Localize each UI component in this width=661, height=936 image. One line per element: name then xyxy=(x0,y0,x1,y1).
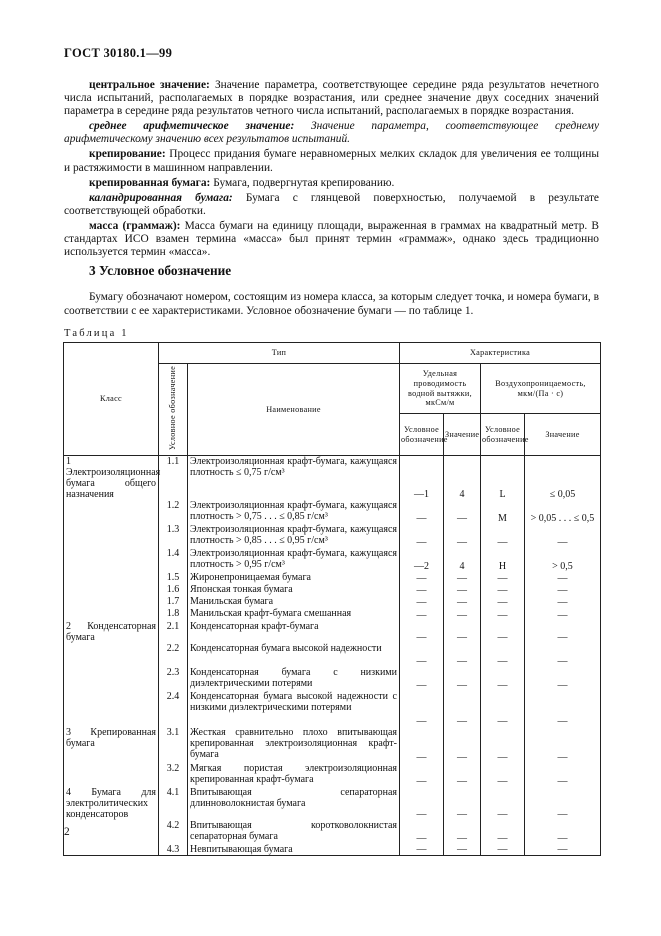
air-symbol-cell: — xyxy=(481,667,525,691)
cond-symbol-cell: — xyxy=(400,727,444,763)
table-row xyxy=(64,608,601,621)
air-symbol-cell: — xyxy=(481,691,525,727)
air-symbol-cell: — xyxy=(481,608,525,621)
cond-symbol-cell: — xyxy=(400,643,444,667)
air-value-cell: — xyxy=(525,524,601,548)
cond-symbol-cell: — xyxy=(400,584,444,596)
name-cell: Впитывающая коротковолокнистая сепараторная бумага xyxy=(188,820,400,844)
air-value-cell: ≤ 0,05 xyxy=(525,456,601,501)
table-body xyxy=(64,456,601,856)
cond-symbol-cell: —1 xyxy=(400,456,444,501)
class-cell xyxy=(64,820,159,844)
header-characteristic: Характеристика xyxy=(400,343,601,364)
section-intro: Бумагу обозначают номером, состоящим из номера класса, за которым следует точка, и номера бумаги, в соответствии с ее характеристиками. Условное обозначение бумаги — по таблице 1. xyxy=(64,291,599,317)
cond-symbol-cell: — xyxy=(400,572,444,584)
air-value-cell: > 0,5 xyxy=(525,548,601,572)
cond-symbol-cell: — xyxy=(400,524,444,548)
air-value-cell: — xyxy=(525,667,601,691)
cond-symbol-cell: — xyxy=(400,500,444,524)
cond-symbol-cell: — xyxy=(400,820,444,844)
class-cell xyxy=(64,524,159,548)
cond-value-cell: — xyxy=(444,608,481,621)
header-air-value: Значение xyxy=(525,414,601,456)
header-air-symbol: Условное обозначение xyxy=(481,414,525,456)
header-conductivity: Удельная проводимость водной вытяжки, мкСм/м xyxy=(400,364,481,414)
table-row xyxy=(64,667,601,691)
symbol-cell: 1.7 xyxy=(159,596,188,608)
class-cell xyxy=(64,500,159,524)
air-symbol-cell: — xyxy=(481,584,525,596)
cond-symbol-cell: —2 xyxy=(400,548,444,572)
definition-creping xyxy=(64,148,599,174)
section-title: 3 Условное обозначение xyxy=(89,263,232,278)
cond-value-cell: — xyxy=(444,500,481,524)
header-symbol-text: Условное обозначение xyxy=(168,366,178,451)
symbol-cell: 1.3 xyxy=(159,524,188,548)
class-cell: 3 Крепированная бумага xyxy=(64,727,159,763)
cond-value-cell: — xyxy=(444,787,481,820)
class-cell: 2 Конденсаторная бумага xyxy=(64,621,159,643)
cond-value-cell: 4 xyxy=(444,548,481,572)
page-number: 2 xyxy=(64,826,70,838)
cond-symbol-cell: — xyxy=(400,787,444,820)
class-cell xyxy=(64,643,159,667)
cond-value-cell: — xyxy=(444,691,481,727)
term: крепированная бумага: xyxy=(89,176,211,189)
class-cell xyxy=(64,763,159,787)
air-value-cell: — xyxy=(525,584,601,596)
cond-symbol-cell: — xyxy=(400,763,444,787)
class-cell xyxy=(64,844,159,856)
header-symbol xyxy=(159,364,188,456)
class-cell xyxy=(64,584,159,596)
air-symbol-cell: — xyxy=(481,763,525,787)
header-cond-symbol: Условное обозначение xyxy=(400,414,444,456)
class-cell xyxy=(64,572,159,584)
air-value-cell: — xyxy=(525,691,601,727)
table-row xyxy=(64,787,601,820)
definition-text: Значение параметра, соответствующее середине ряда результатов нечетного числа испытаний, располагаемых в порядке возрастания, или среднее значение двух соседних значений параметра в середине ряда результатов четного числа испытаний, располагаемых в порядке возрастания. xyxy=(64,79,599,118)
definition-grammage xyxy=(64,220,599,259)
air-symbol-cell: H xyxy=(481,548,525,572)
cond-symbol-cell: — xyxy=(400,844,444,856)
designation-table xyxy=(63,342,601,856)
cond-symbol-cell: — xyxy=(400,667,444,691)
name-cell: Конденсаторная крафт-бумага xyxy=(188,621,400,643)
term: масса (граммаж): xyxy=(89,219,181,232)
definition-median xyxy=(64,79,599,118)
cond-value-cell: — xyxy=(444,763,481,787)
air-symbol-cell: M xyxy=(481,500,525,524)
symbol-cell: 3.2 xyxy=(159,763,188,787)
cond-value-cell: — xyxy=(444,596,481,608)
cond-symbol-cell: — xyxy=(400,596,444,608)
symbol-cell: 2.2 xyxy=(159,643,188,667)
table-row xyxy=(64,643,601,667)
air-symbol-cell: — xyxy=(481,787,525,820)
name-cell: Конденсаторная бумага с низкими диэлектрическими потерями xyxy=(188,667,400,691)
header-class: Класс xyxy=(64,343,159,456)
cond-symbol-cell: — xyxy=(400,608,444,621)
definitions-block xyxy=(64,79,599,261)
symbol-cell: 1.2 xyxy=(159,500,188,524)
class-cell: 1 Электроизоляционная бумага общего назначения xyxy=(64,456,159,501)
cond-symbol-cell: — xyxy=(400,691,444,727)
air-symbol-cell: — xyxy=(481,572,525,584)
symbol-cell: 1.1 xyxy=(159,456,188,501)
air-symbol-cell: — xyxy=(481,596,525,608)
term: каландрированная бумага: xyxy=(89,191,233,204)
symbol-cell: 2.1 xyxy=(159,621,188,643)
class-cell xyxy=(64,548,159,572)
name-cell: Электроизоляционная крафт-бумага, кажущаяся плотность > 0,85 . . . ≤ 0,95 г/см³ xyxy=(188,524,400,548)
air-symbol-cell: — xyxy=(481,524,525,548)
header-type: Тип xyxy=(159,343,400,364)
standard-code: ГОСТ 30180.1—99 xyxy=(64,46,173,60)
name-cell: Электроизоляционная крафт-бумага, кажущаяся плотность > 0,95 г/см³ xyxy=(188,548,400,572)
name-cell: Жиронепроницаемая бумага xyxy=(188,572,400,584)
table-row xyxy=(64,572,601,584)
symbol-cell: 4.2 xyxy=(159,820,188,844)
air-value-cell: — xyxy=(525,596,601,608)
symbol-cell: 2.4 xyxy=(159,691,188,727)
symbol-cell: 4.3 xyxy=(159,844,188,856)
table-row xyxy=(64,596,601,608)
definition-text: Масса бумаги на единицу площади, выраженная в граммах на квадратный метр. В стандартах ИСО взамен термина «масса» был принят термин «граммаж», однако здесь традиционно используется термин «масса». xyxy=(64,219,599,259)
table-row xyxy=(64,456,601,501)
header-air-permeability: Воздухопроницаемость, мкм/(Па · с) xyxy=(481,364,601,414)
air-value-cell: > 0,05 . . . ≤ 0,5 xyxy=(525,500,601,524)
table-row xyxy=(64,584,601,596)
air-value-cell: — xyxy=(525,572,601,584)
table-row xyxy=(64,727,601,763)
air-value-cell: — xyxy=(525,787,601,820)
name-cell: Японская тонкая бумага xyxy=(188,584,400,596)
term: крепирование: xyxy=(89,148,166,161)
air-value-cell: — xyxy=(525,844,601,856)
air-value-cell: — xyxy=(525,608,601,621)
name-cell: Невпитывающая бумага xyxy=(188,844,400,856)
name-cell: Мягкая пористая электроизоляционная крепированная крафт-бумага xyxy=(188,763,400,787)
table-row xyxy=(64,763,601,787)
header-cond-value: Значение xyxy=(444,414,481,456)
definition-mean xyxy=(64,120,599,146)
cond-value-cell: — xyxy=(444,621,481,643)
table-row xyxy=(64,621,601,643)
name-cell: Впитывающая сепараторная длинноволокнистая бумага xyxy=(188,787,400,820)
symbol-cell: 3.1 xyxy=(159,727,188,763)
table-row xyxy=(64,548,601,572)
table-row xyxy=(64,820,601,844)
cond-value-cell: 4 xyxy=(444,456,481,501)
cond-symbol-cell: — xyxy=(400,621,444,643)
name-cell: Манильская крафт-бумага смешанная xyxy=(188,608,400,621)
name-cell: Конденсаторная бумага высокой надежности xyxy=(188,643,400,667)
name-cell: Электроизоляционная крафт-бумага, кажущаяся плотность ≤ 0,75 г/см³ xyxy=(188,456,400,501)
name-cell: Манильская бумага xyxy=(188,596,400,608)
air-symbol-cell: L xyxy=(481,456,525,501)
table-row xyxy=(64,500,601,524)
symbol-cell: 1.6 xyxy=(159,584,188,596)
cond-value-cell: — xyxy=(444,667,481,691)
definition-text: Бумага, подвергнутая крепированию. xyxy=(210,176,395,189)
cond-value-cell: — xyxy=(444,584,481,596)
name-cell: Жесткая сравнительно плохо впитывающая крепированная электроизоляционная крафт-бумага xyxy=(188,727,400,763)
air-value-cell: — xyxy=(525,643,601,667)
symbol-cell: 1.5 xyxy=(159,572,188,584)
air-symbol-cell: — xyxy=(481,643,525,667)
air-symbol-cell: — xyxy=(481,820,525,844)
term: среднее арифметическое значение: xyxy=(89,120,295,133)
definition-calendered-paper xyxy=(64,192,599,218)
definition-text: Бумага с глянцевой поверхностью, получаемой в результате соответствующей обработки. xyxy=(64,191,599,217)
cond-value-cell: — xyxy=(444,572,481,584)
class-cell xyxy=(64,691,159,727)
symbol-cell: 2.3 xyxy=(159,667,188,691)
air-value-cell: — xyxy=(525,820,601,844)
table-caption: Таблица 1 xyxy=(64,328,129,339)
term: центральное значение: xyxy=(89,79,210,91)
table-row xyxy=(64,844,601,856)
class-cell xyxy=(64,596,159,608)
air-symbol-cell: — xyxy=(481,621,525,643)
definition-text: Значение параметра, соответствующее среднему арифметическому значению всех результатов испытаний. xyxy=(64,120,599,146)
table-row xyxy=(64,691,601,727)
air-value-cell: — xyxy=(525,763,601,787)
name-cell: Конденсаторная бумага высокой надежности с низкими диэлектрическими потерями xyxy=(188,691,400,727)
air-symbol-cell: — xyxy=(481,727,525,763)
definition-text: Процесс придания бумаге неравномерных мелких складок для увеличения ее толщины и растяжимости в машинном направлении. xyxy=(64,148,599,174)
air-value-cell: — xyxy=(525,621,601,643)
class-cell xyxy=(64,667,159,691)
name-cell: Электроизоляционная крафт-бумага, кажущаяся плотность > 0,75 . . . ≤ 0,85 г/см³ xyxy=(188,500,400,524)
cond-value-cell: — xyxy=(444,524,481,548)
cond-value-cell: — xyxy=(444,727,481,763)
header-name: Наименование xyxy=(188,364,400,456)
symbol-cell: 1.4 xyxy=(159,548,188,572)
table-row xyxy=(64,524,601,548)
cond-value-cell: — xyxy=(444,643,481,667)
symbol-cell: 1.8 xyxy=(159,608,188,621)
definition-creped-paper xyxy=(64,177,599,190)
class-cell: 4 Бумага для электролитических конденсаторов xyxy=(64,787,159,820)
class-cell xyxy=(64,608,159,621)
symbol-cell: 4.1 xyxy=(159,787,188,820)
cond-value-cell: — xyxy=(444,820,481,844)
cond-value-cell: — xyxy=(444,844,481,856)
air-symbol-cell: — xyxy=(481,844,525,856)
air-value-cell: — xyxy=(525,727,601,763)
